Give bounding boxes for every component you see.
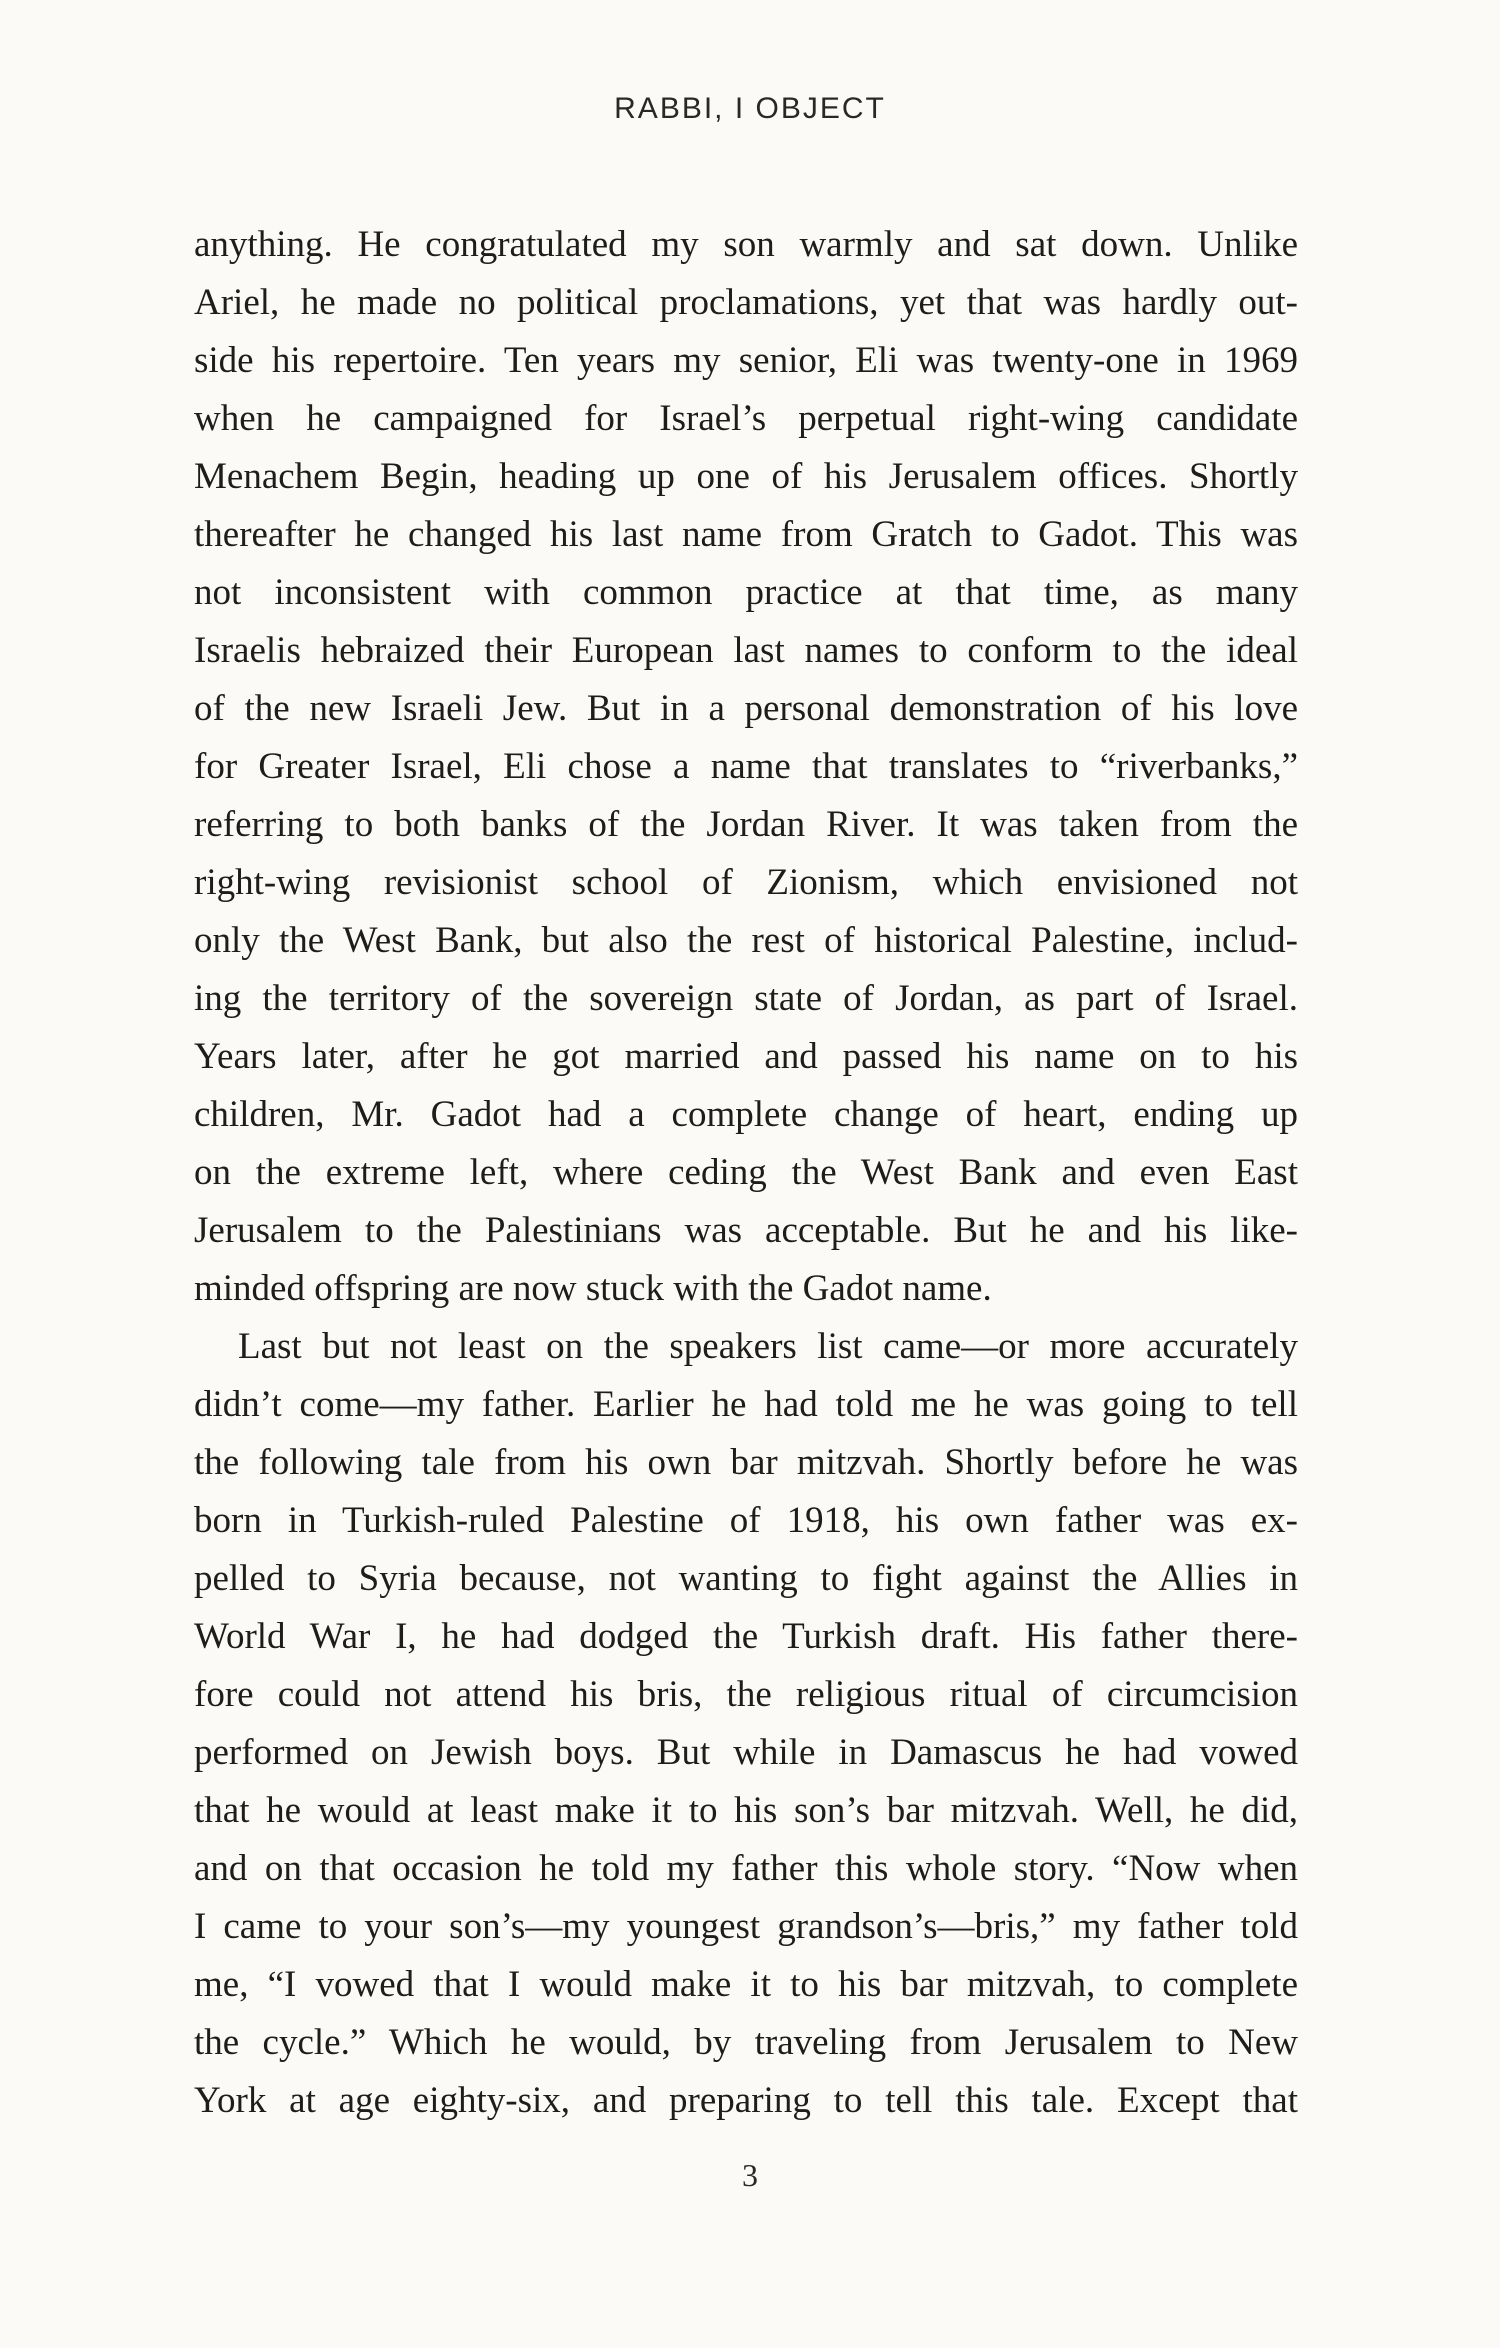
text-line: children, Mr. Gadot had a complete change of heart, ending up: [194, 1094, 1298, 1135]
text-line: on the extreme left, where ceding the West Bank and even East: [194, 1152, 1298, 1193]
text-line: pelled to Syria because, not wanting to fight against the Allies in: [194, 1558, 1298, 1599]
text-line: fore could not attend his bris, the religious ritual of circumcision: [194, 1674, 1298, 1715]
text-line: ing the territory of the sovereign state of Jordan, as part of Israel.: [194, 978, 1298, 1019]
page-number: 3: [742, 2157, 758, 2193]
text-line: me, “I vowed that I would make it to his bar mitzvah, to complete: [194, 1964, 1298, 2005]
text-line: Years later, after he got married and passed his name on to his: [194, 1036, 1298, 1077]
text-line: World War I, he had dodged the Turkish draft. His father there-: [194, 1616, 1298, 1657]
text-line: that he would at least make it to his son’s bar mitzvah. Well, he did,: [194, 1790, 1298, 1831]
text-line: performed on Jewish boys. But while in Damascus he had vowed: [194, 1732, 1298, 1773]
text-line: the following tale from his own bar mitzvah. Shortly before he was: [194, 1442, 1298, 1483]
text-line: I came to your son’s—my youngest grandson’s—bris,” my father told: [194, 1906, 1298, 1947]
text-line: not inconsistent with common practice at that time, as many: [194, 572, 1298, 613]
text-line: for Greater Israel, Eli chose a name that translates to “riverbanks,”: [194, 746, 1298, 787]
text-line: side his repertoire. Ten years my senior, Eli was twenty-one in 1969: [194, 340, 1298, 381]
text-line: Israelis hebraized their European last names to conform to the ideal: [194, 630, 1298, 671]
text-line: right-wing revisionist school of Zionism, which envisioned not: [194, 862, 1298, 903]
text-line: minded offspring are now stuck with the Gadot name.: [194, 1268, 992, 1309]
text-line: thereafter he changed his last name from Gratch to Gadot. This was: [194, 514, 1298, 555]
text-line: when he campaigned for Israel’s perpetual right-wing candidate: [194, 398, 1298, 439]
text-line: the cycle.” Which he would, by traveling from Jerusalem to New: [194, 2022, 1298, 2063]
text-line: didn’t come—my father. Earlier he had told me he was going to tell: [194, 1384, 1298, 1425]
paragraph: [194, 1318, 1298, 2130]
text-line: Menachem Begin, heading up one of his Jerusalem offices. Shortly: [194, 456, 1298, 497]
text-line: Jerusalem to the Palestinians was acceptable. But he and his like-: [194, 1210, 1298, 1251]
text-line: born in Turkish-ruled Palestine of 1918, his own father was ex-: [194, 1500, 1298, 1541]
text-line: anything. He congratulated my son warmly and sat down. Unlike: [194, 224, 1298, 265]
text-line: York at age eighty-six, and preparing to tell this tale. Except that: [194, 2080, 1298, 2121]
text-line: and on that occasion he told my father this whole story. “Now when: [194, 1848, 1298, 1889]
text-line: of the new Israeli Jew. But in a personal demonstration of his love: [194, 688, 1298, 729]
text-line: Ariel, he made no political proclamations, yet that was hardly out-: [194, 282, 1298, 323]
text-line: referring to both banks of the Jordan River. It was taken from the: [194, 804, 1298, 845]
running-head: RABBI, I OBJECT: [614, 92, 886, 125]
text-line: only the West Bank, but also the rest of historical Palestine, includ-: [194, 920, 1298, 961]
text-line: Last but not least on the speakers list came—or more accurately: [238, 1326, 1298, 1367]
paragraph: [194, 216, 1298, 1318]
body-text: [194, 216, 1298, 2130]
